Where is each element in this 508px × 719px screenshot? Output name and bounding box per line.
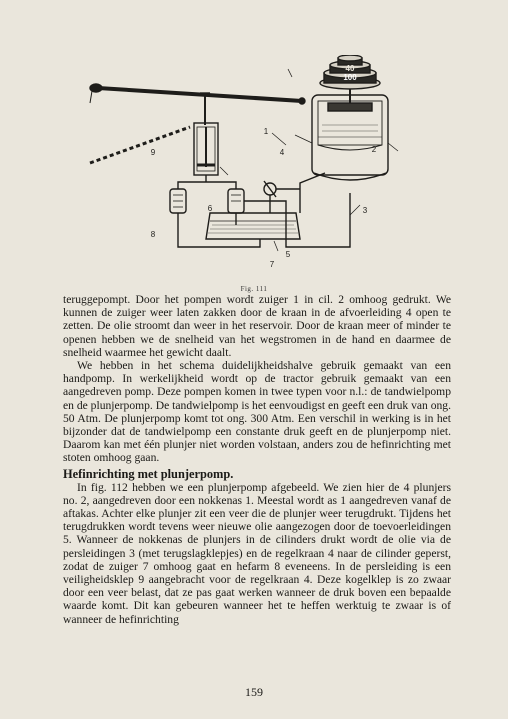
- section-heading: Hefinrichting met plunjerpomp.: [63, 466, 234, 481]
- paragraph: We hebben in het schema duidelijkheidshalve gebruik gemaakt van een handpomp. In werkelijkheid wordt op de tractor gebruik gemaakt van een aangedreven pomp. Deze pompen komen in twee typen voor n.l.: de tandwielpomp en de plunjerpomp. De tandwielpomp is het eenvoudigst en geeft een druk van ong. 50 Atm. De plunjerpomp komt tot ong. 300 Atm. Een verschil in werking is in het bijzonder dat de tandwielpomp een constante druk geeft en de plunjerpomp niet. Daarom kan met één plunjer niet worden volstaan, anders zou de hefinrichting met stoten omhoog gaan.: [63, 359, 451, 465]
- part-label-7: 7: [269, 260, 275, 269]
- lever-lowered-position: [90, 127, 190, 163]
- suction-line: [178, 213, 260, 247]
- pressure-pipe: [206, 182, 236, 189]
- part-label-4: 4: [279, 148, 285, 157]
- paragraph: In fig. 112 hebben we een plunjerpomp afgebeeld. We zien hier de 4 plunjers no. 2, aangedreven door een nokkenas 1. Meestal wordt as 1 aangedreven vanaf de aftakas. Achter elke plunjer zit een veer die de plunjer weer terugdrukt. Tijdens het terugdrukken wordt tevens weer nieuwe olie aangezogen door de toevoerleidingen 5. Wanneer de nokkenas de plunjers in de cilinders drukt wordt de olie via de persleidingen 3 (met terugslagklepjes) en de regelkraan 4 naar de cilinder geperst, zodat de zuiger 7 omhoog gaat en hefarm 8 eveneens. In de persleiding is een veiligheidsklep 9 aangebracht voor de regelkraan 4. Deze kogelklep is zo zwaar door een veer belast, dat ze pas gaat werken wanneer de druk boven een bepaalde waarde komt. Dit kan gebeuren wanneer het te heffen werktuig te zwaar is of wanneer de hefinrichting: [63, 480, 451, 626]
- paragraph: teruggepompt. Door het pompen wordt zuiger 1 in cil. 2 omhoog gedrukt. We kunnen de zuiger weer laten zakken door de kraan in de afvoerleiding 4 open te zetten. De olie stroomt dan weer in het reservoir. Door de kraan meer of minder te openen hebben we de snelheid van het wegstromen in de hand en daarmee de snelheid waarmee het gewicht daalt.: [63, 293, 451, 359]
- hydraulic-lift-diagram: [60, 55, 400, 280]
- part-label-8: 8: [150, 230, 156, 239]
- part-label-3: 3: [362, 206, 368, 215]
- part-label-6: 6: [207, 204, 213, 213]
- body-text: [63, 293, 451, 626]
- dial-label-100: 100: [343, 73, 357, 82]
- part-label-2: 2: [371, 145, 377, 154]
- lever-handle: [90, 84, 102, 92]
- figure-caption: Fig. 111: [240, 285, 268, 293]
- discharge-line: [300, 173, 325, 213]
- page-number: 159: [245, 685, 263, 699]
- pump-lever: [98, 88, 302, 101]
- piston: [328, 103, 372, 111]
- part-label-5: 5: [285, 250, 291, 259]
- dial-label-40: 40: [345, 64, 355, 73]
- suction-pipe: [178, 182, 206, 189]
- part-label-9: 9: [150, 148, 156, 157]
- part-label-1: 1: [263, 127, 269, 136]
